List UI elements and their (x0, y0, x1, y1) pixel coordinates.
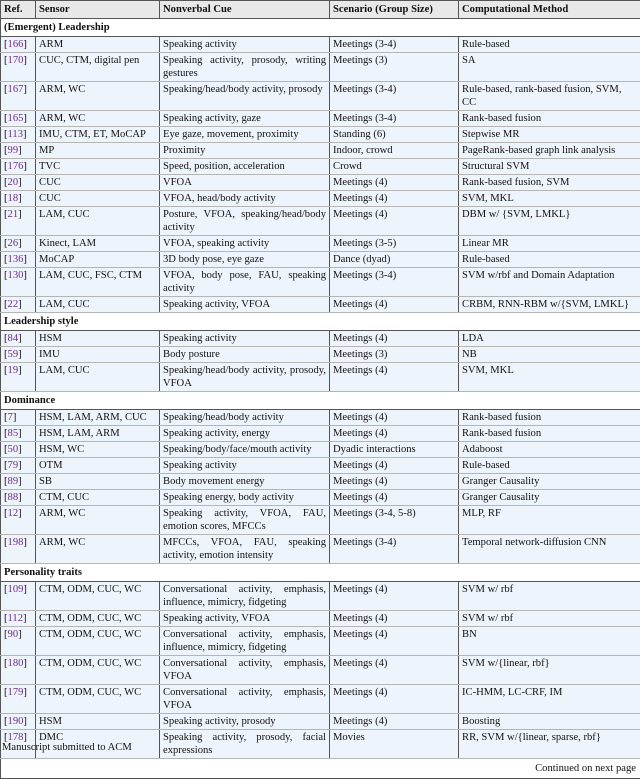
method-cell: Temporal network-diffusion CNN (459, 535, 640, 564)
citation-link[interactable]: 99 (8, 145, 19, 156)
cue-cell: VFOA, speaking activity (160, 236, 330, 252)
ref-cell: [113] (1, 127, 36, 143)
sensor-cell: ARM, WC (36, 535, 160, 564)
sensor-cell: CTM, ODM, CUC, WC (36, 611, 160, 627)
citation-link[interactable]: 59 (8, 349, 19, 360)
cue-cell: Speaking activity (160, 37, 330, 53)
citation-link[interactable]: 50 (8, 444, 19, 455)
ref-cell: [19] (1, 363, 36, 392)
citation-link[interactable]: 84 (8, 333, 19, 344)
cue-cell: Conversational activity, emphasis, VFOA (160, 685, 330, 714)
sensor-cell: CTM, ODM, CUC, WC (36, 656, 160, 685)
table-row (1, 347, 640, 363)
method-cell: SVM, MKL (459, 363, 640, 392)
sensor-cell: LAM, CUC, FSC, CTM (36, 268, 160, 297)
scenario-cell: Dyadic interactions (330, 442, 459, 458)
citation-link[interactable]: 89 (8, 476, 19, 487)
citation-link[interactable]: 79 (8, 460, 19, 471)
method-cell: Granger Causality (459, 490, 640, 506)
cue-cell: Speaking activity, VFOA (160, 611, 330, 627)
cue-cell: Speaking activity, VFOA (160, 297, 330, 313)
table-row (1, 714, 640, 730)
table-row (1, 236, 640, 252)
cue-cell: Speed, position, acceleration (160, 159, 330, 175)
scenario-cell: Crowd (330, 159, 459, 175)
table-row (1, 143, 640, 159)
method-cell: Rule-based, rank-based fusion, SVM, CC (459, 82, 640, 111)
table-row (1, 331, 640, 347)
cue-cell: Speaking activity, VFOA, FAU, emotion scores, MFCCs (160, 506, 330, 535)
ref-cell: [21] (1, 207, 36, 236)
cue-cell: Proximity (160, 143, 330, 159)
ref-cell: [50] (1, 442, 36, 458)
sensor-cell: ARM, WC (36, 506, 160, 535)
method-cell: RR, SVM w/{linear, sparse, rbf} (459, 730, 640, 759)
method-cell: MLP, RF (459, 506, 640, 535)
method-cell: Rule-based (459, 458, 640, 474)
citation-link[interactable]: 167 (8, 84, 24, 95)
method-cell: Boosting (459, 714, 640, 730)
table-row (1, 582, 640, 611)
table-row (1, 490, 640, 506)
header-ref: Ref. (1, 1, 36, 19)
table-row (1, 127, 640, 143)
sensor-cell: ARM (36, 37, 160, 53)
citation-link[interactable]: 176 (8, 161, 24, 172)
table-row (1, 611, 640, 627)
cue-cell: Speaking activity, prosody (160, 714, 330, 730)
continued-row (1, 759, 640, 779)
ref-cell: [18] (1, 191, 36, 207)
table-row (1, 268, 640, 297)
scenario-cell: Meetings (4) (330, 627, 459, 656)
cue-cell: Conversational activity, emphasis, VFOA (160, 656, 330, 685)
ref-cell: [167] (1, 82, 36, 111)
scenario-cell: Meetings (4) (330, 191, 459, 207)
method-cell: SVM, MKL (459, 191, 640, 207)
scenario-cell: Meetings (4) (330, 331, 459, 347)
citation-link[interactable]: 22 (8, 299, 19, 310)
ref-cell: [170] (1, 53, 36, 82)
sensor-cell: Kinect, LAM (36, 236, 160, 252)
method-cell: IC-HMM, LC-CRF, IM (459, 685, 640, 714)
section-header (1, 19, 640, 37)
ref-cell: [84] (1, 331, 36, 347)
scenario-cell: Meetings (4) (330, 656, 459, 685)
scenario-cell: Standing (6) (330, 127, 459, 143)
citation-link[interactable]: 20 (8, 177, 19, 188)
sensor-cell: CTM, CUC (36, 490, 160, 506)
ref-cell: [109] (1, 582, 36, 611)
cue-cell: Speaking/head/body activity, prosody (160, 82, 330, 111)
citation-link[interactable]: 18 (8, 193, 19, 204)
ref-cell: [166] (1, 37, 36, 53)
ref-cell: [20] (1, 175, 36, 191)
ref-cell: [130] (1, 268, 36, 297)
scenario-cell: Dance (dyad) (330, 252, 459, 268)
sensor-cell: DMC (36, 730, 160, 759)
ref-cell: [88] (1, 490, 36, 506)
citation-link[interactable]: 21 (8, 209, 19, 220)
scenario-cell: Meetings (4) (330, 410, 459, 426)
cue-cell: VFOA, head/body activity (160, 191, 330, 207)
citation-link[interactable]: 112 (8, 613, 24, 624)
ref-cell: [99] (1, 143, 36, 159)
table-row (1, 207, 640, 236)
table-row (1, 37, 640, 53)
table-row (1, 297, 640, 313)
section-title: Leadership style (1, 313, 640, 331)
header-scenario: Scenario (Group Size) (330, 1, 459, 19)
header-method: Computational Method (459, 1, 640, 19)
citation-link[interactable]: 179 (8, 687, 24, 698)
sensor-cell: HSM (36, 331, 160, 347)
method-cell: Rule-based (459, 252, 640, 268)
sensor-cell: MP (36, 143, 160, 159)
ref-cell: [22] (1, 297, 36, 313)
section-header (1, 313, 640, 331)
cue-cell: 3D body pose, eye gaze (160, 252, 330, 268)
method-cell: Rule-based (459, 37, 640, 53)
cue-cell: Eye gaze, movement, proximity (160, 127, 330, 143)
sensor-cell: IMU (36, 347, 160, 363)
scenario-cell: Meetings (3-4, 5-8) (330, 506, 459, 535)
scenario-cell: Meetings (3) (330, 347, 459, 363)
scenario-cell: Meetings (4) (330, 207, 459, 236)
cue-cell: MFCCs, VFOA, FAU, speaking activity, emotion intensity (160, 535, 330, 564)
ref-cell: [79] (1, 458, 36, 474)
ref-cell: [89] (1, 474, 36, 490)
ref-cell: [90] (1, 627, 36, 656)
sensor-cell: TVC (36, 159, 160, 175)
scenario-cell: Meetings (4) (330, 490, 459, 506)
sensor-cell: HSM, LAM, ARM, CUC (36, 410, 160, 426)
scenario-cell: Meetings (4) (330, 426, 459, 442)
table-body (1, 19, 640, 759)
sensor-cell: HSM, LAM, ARM (36, 426, 160, 442)
cue-cell: Conversational activity, emphasis, influence, mimicry, fidgeting (160, 627, 330, 656)
sensor-cell: LAM, CUC (36, 297, 160, 313)
cue-cell: Speaking energy, body activity (160, 490, 330, 506)
cue-cell: Speaking/head/body activity (160, 410, 330, 426)
continued-note: Continued on next page (1, 759, 640, 779)
sensor-cell: CTM, ODM, CUC, WC (36, 627, 160, 656)
scenario-cell: Meetings (3-4) (330, 535, 459, 564)
method-cell: DBM w/ {SVM, LMKL} (459, 207, 640, 236)
scenario-cell: Meetings (4) (330, 714, 459, 730)
section-header (1, 564, 640, 582)
ref-cell: [85] (1, 426, 36, 442)
sensor-cell: CTM, ODM, CUC, WC (36, 685, 160, 714)
sensor-cell: ARM, WC (36, 111, 160, 127)
sensor-cell: CUC (36, 191, 160, 207)
scenario-cell: Indoor, crowd (330, 143, 459, 159)
table-row (1, 442, 640, 458)
table-row (1, 53, 640, 82)
citation-link[interactable]: 12 (8, 508, 19, 519)
method-cell: Rank-based fusion (459, 426, 640, 442)
header-row (1, 1, 640, 19)
table-row (1, 627, 640, 656)
ref-cell: [176] (1, 159, 36, 175)
cue-cell: Speaking activity, gaze (160, 111, 330, 127)
citation-link[interactable]: 178 (8, 732, 24, 743)
citation-link[interactable]: 7 (8, 412, 13, 423)
table-row (1, 159, 640, 175)
ref-cell: [180] (1, 656, 36, 685)
ref-cell: [198] (1, 535, 36, 564)
citation-link[interactable]: 198 (8, 537, 24, 548)
table-row (1, 252, 640, 268)
table-row (1, 410, 640, 426)
scenario-cell: Meetings (3-4) (330, 37, 459, 53)
ref-cell: [12] (1, 506, 36, 535)
section-header (1, 392, 640, 410)
ref-cell: [165] (1, 111, 36, 127)
scenario-cell: Meetings (4) (330, 175, 459, 191)
scenario-cell: Meetings (4) (330, 458, 459, 474)
citation-link[interactable]: 180 (8, 658, 24, 669)
sensor-cell: HSM, WC (36, 442, 160, 458)
method-cell: PageRank-based graph link analysis (459, 143, 640, 159)
ref-cell: [26] (1, 236, 36, 252)
cue-cell: Speaking activity, energy (160, 426, 330, 442)
cue-cell: Speaking/head/body activity, prosody, VFOA (160, 363, 330, 392)
method-cell: SA (459, 53, 640, 82)
header-cue: Nonverbal Cue (160, 1, 330, 19)
method-cell: Stepwise MR (459, 127, 640, 143)
table-row (1, 82, 640, 111)
citation-link[interactable]: 109 (8, 584, 24, 595)
citation-link[interactable]: 170 (8, 55, 24, 66)
table-row (1, 535, 640, 564)
table-row (1, 474, 640, 490)
method-cell: BN (459, 627, 640, 656)
section-title: Personality traits (1, 564, 640, 582)
cue-cell: VFOA, body pose, FAU, speaking activity (160, 268, 330, 297)
section-title: Dominance (1, 392, 640, 410)
cue-cell: Speaking activity (160, 458, 330, 474)
table-row (1, 656, 640, 685)
citation-link[interactable]: 166 (8, 39, 24, 50)
scenario-cell: Meetings (3-4) (330, 268, 459, 297)
cue-cell: Body posture (160, 347, 330, 363)
method-cell: NB (459, 347, 640, 363)
cue-cell: Speaking/body/face/mouth activity (160, 442, 330, 458)
ref-cell: [112] (1, 611, 36, 627)
sensor-cell: MoCAP (36, 252, 160, 268)
scenario-cell: Meetings (4) (330, 297, 459, 313)
sensor-cell: ARM, WC (36, 82, 160, 111)
ref-cell: [7] (1, 410, 36, 426)
sensor-cell: CUC, CTM, digital pen (36, 53, 160, 82)
ref-cell: [178] (1, 730, 36, 759)
method-cell: Granger Causality (459, 474, 640, 490)
cue-cell: Speaking activity, prosody, writing gestures (160, 53, 330, 82)
ref-cell: [136] (1, 252, 36, 268)
citation-link[interactable]: 19 (8, 365, 19, 376)
scenario-cell: Meetings (3) (330, 53, 459, 82)
method-cell: LDA (459, 331, 640, 347)
sensor-cell: CUC (36, 175, 160, 191)
sensor-cell: SB (36, 474, 160, 490)
method-cell: SVM w/ rbf (459, 582, 640, 611)
manuscript-footer: Manuscript submitted to ACM (2, 742, 132, 753)
table-row (1, 363, 640, 392)
citation-link[interactable]: 136 (8, 254, 24, 265)
method-cell: CRBM, RNN-RBM w/{SVM, LMKL} (459, 297, 640, 313)
citation-link[interactable]: 190 (8, 716, 24, 727)
table-row (1, 191, 640, 207)
cue-cell: Body movement energy (160, 474, 330, 490)
table-row (1, 426, 640, 442)
citation-link[interactable]: 130 (8, 270, 24, 281)
sensor-cell: CTM, ODM, CUC, WC (36, 582, 160, 611)
cue-cell: Speaking activity (160, 331, 330, 347)
scenario-cell: Meetings (4) (330, 611, 459, 627)
scenario-cell: Meetings (4) (330, 474, 459, 490)
scenario-cell: Movies (330, 730, 459, 759)
method-cell: SVM w/ rbf (459, 611, 640, 627)
table-row (1, 111, 640, 127)
method-cell: Rank-based fusion (459, 111, 640, 127)
header-sensor: Sensor (36, 1, 160, 19)
sensor-cell: LAM, CUC (36, 207, 160, 236)
citation-link[interactable]: 85 (8, 428, 19, 439)
table-row (1, 458, 640, 474)
sensor-cell: HSM (36, 714, 160, 730)
ref-cell: [190] (1, 714, 36, 730)
scenario-cell: Meetings (3-4) (330, 82, 459, 111)
method-cell: Adaboost (459, 442, 640, 458)
cue-cell: Posture, VFOA, speaking/head/body activity (160, 207, 330, 236)
ref-cell: [179] (1, 685, 36, 714)
sensor-cell: IMU, CTM, ET, MoCAP (36, 127, 160, 143)
citation-link[interactable]: 88 (8, 492, 19, 503)
sensor-cell: OTM (36, 458, 160, 474)
method-cell: Rank-based fusion, SVM (459, 175, 640, 191)
scenario-cell: Meetings (3-4) (330, 111, 459, 127)
cue-cell: Conversational activity, emphasis, influence, mimicry, fidgeting (160, 582, 330, 611)
scenario-cell: Meetings (4) (330, 582, 459, 611)
citation-link[interactable]: 113 (8, 129, 24, 140)
citation-link[interactable]: 165 (8, 113, 24, 124)
scenario-cell: Meetings (4) (330, 685, 459, 714)
citation-link[interactable]: 26 (8, 238, 19, 249)
scenario-cell: Meetings (3-5) (330, 236, 459, 252)
method-cell: SVM w/{linear, rbf} (459, 656, 640, 685)
section-title: (Emergent) Leadership (1, 19, 640, 37)
method-cell: Rank-based fusion (459, 410, 640, 426)
method-cell: Structural SVM (459, 159, 640, 175)
table-row (1, 685, 640, 714)
cue-cell: Speaking activity, prosody, facial expressions (160, 730, 330, 759)
scenario-cell: Meetings (4) (330, 363, 459, 392)
method-cell: SVM w/rbf and Domain Adaptation (459, 268, 640, 297)
method-cell: Linear MR (459, 236, 640, 252)
cue-cell: VFOA (160, 175, 330, 191)
table-row (1, 506, 640, 535)
table-row (1, 175, 640, 191)
sensor-cell: LAM, CUC (36, 363, 160, 392)
ref-cell: [59] (1, 347, 36, 363)
citation-link[interactable]: 90 (8, 629, 19, 640)
